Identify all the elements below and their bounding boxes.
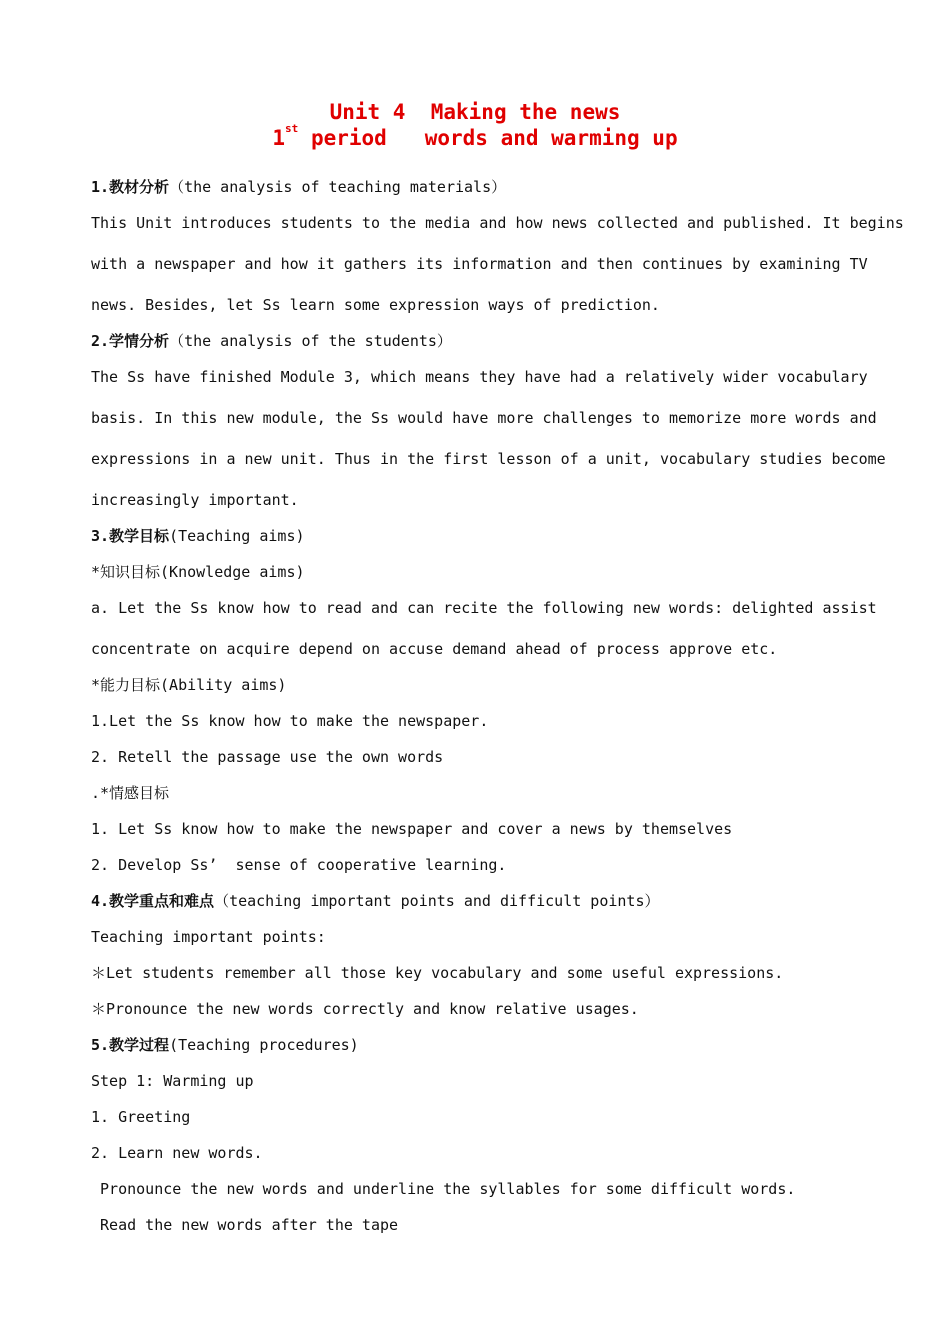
title-line-1: Unit 4 Making the news — [329, 100, 621, 124]
section-4-heading-cn: 4.教学重点和难点 — [91, 892, 215, 910]
title-line-2 — [0, 122, 950, 150]
section-1-paragraph-line: news. Besides, let Ss learn some expression ways of prediction. — [91, 296, 660, 314]
ability-aims-item: 1.Let the Ss know how to make the newspaper. — [91, 712, 489, 730]
ability-aims-item: 2. Retell the passage use the own words — [91, 748, 444, 766]
section-2-paragraph-line: increasingly important. — [91, 491, 299, 509]
section-1-paragraph-line: with a newspaper and how it gathers its information and then continues by examining TV — [91, 255, 868, 273]
knowledge-aims-item: a. Let the Ss know how to read and can recite the following new words: delighted assist — [91, 599, 877, 617]
procedure-item: Read the new words after the tape — [91, 1216, 399, 1234]
section-1-paragraph-line: This Unit introduces students to the media and how news collected and published. It begins — [91, 214, 904, 232]
section-2-paragraph-line: expressions in a new unit. Thus in the first lesson of a unit, vocabulary studies become — [91, 450, 886, 468]
section-3-heading — [91, 526, 305, 546]
section-2-heading-cn: 2.学情分析 — [91, 332, 170, 350]
section-3-heading-cn: 3.教学目标 — [91, 527, 170, 545]
emotion-aims-item: 2. Develop Ss’ sense of cooperative learning. — [91, 856, 507, 874]
section-5-heading-cn: 5.教学过程 — [91, 1036, 170, 1054]
title-period-text: period words and warming up — [298, 126, 678, 150]
section-2-heading — [91, 331, 452, 351]
section-4-heading — [91, 891, 659, 911]
procedure-item: 1. Greeting — [91, 1108, 191, 1126]
important-point-item: ＊Pronounce the new words correctly and know relative usages. — [91, 1000, 639, 1018]
title-period-suffix: st — [285, 122, 299, 135]
section-1-heading-cn: 1.教材分析 — [91, 178, 170, 196]
step-label: Step 1: Warming up — [91, 1072, 254, 1090]
important-point-item: ＊Let students remember all those key vocabulary and some useful expressions. — [91, 964, 784, 982]
section-5-heading-en: (Teaching procedures) — [169, 1036, 359, 1054]
section-1-heading — [91, 177, 506, 197]
emotion-aims-label: .*情感目标 — [91, 784, 170, 802]
knowledge-aims-label: *知识目标(Knowledge aims) — [91, 563, 305, 581]
important-points-label: Teaching important points: — [91, 928, 326, 946]
section-2-paragraph-line: basis. In this new module, the Ss would have more challenges to memorize more words and — [91, 409, 877, 427]
section-1-heading-en: （the analysis of teaching materials） — [169, 178, 507, 196]
procedure-item: 2. Learn new words. — [91, 1144, 263, 1162]
section-5-heading — [91, 1035, 359, 1055]
emotion-aims-item: 1. Let Ss know how to make the newspaper and cover a news by themselves — [91, 820, 733, 838]
title-period-number: 1 — [272, 126, 286, 150]
knowledge-aims-item: concentrate on acquire depend on accuse demand ahead of process approve etc. — [91, 640, 778, 658]
section-3-heading-en: (Teaching aims) — [169, 527, 305, 545]
ability-aims-label: *能力目标(Ability aims) — [91, 676, 287, 694]
section-4-heading-en: （teaching important points and difficult points） — [214, 892, 660, 910]
procedure-item: Pronounce the new words and underline the syllables for some difficult words. — [91, 1180, 796, 1198]
section-2-paragraph-line: The Ss have finished Module 3, which means they have had a relatively wider vocabulary — [91, 368, 868, 386]
section-2-heading-en: （the analysis of the students） — [169, 332, 452, 350]
